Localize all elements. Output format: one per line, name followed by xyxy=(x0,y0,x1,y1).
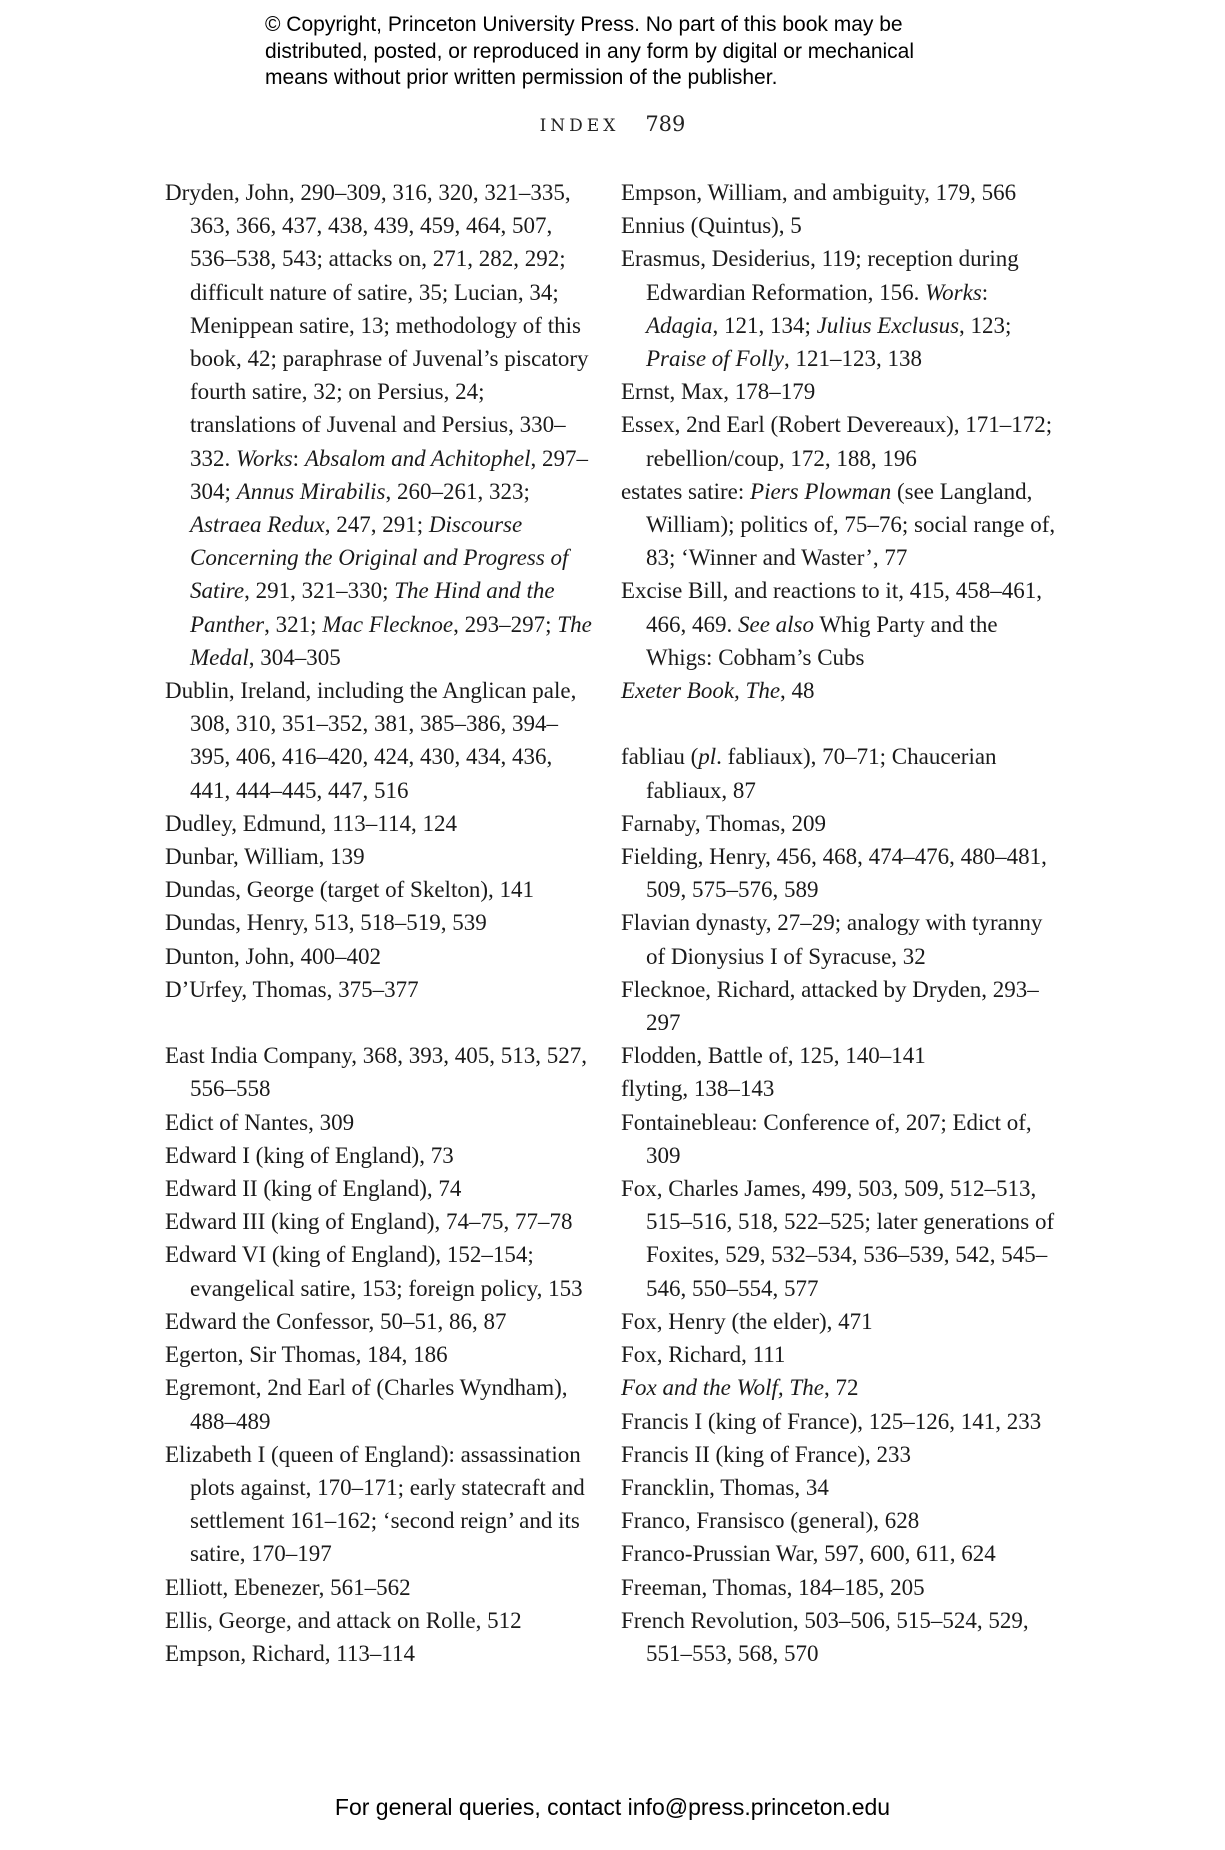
index-entry-text: Fox, Henry (the elder), 471 xyxy=(621,1308,873,1334)
index-entry xyxy=(621,475,1061,575)
index-entry xyxy=(165,1106,595,1139)
index-entry-text: , 123; xyxy=(959,312,1012,338)
index-entry-text: Fielding, Henry, 456, 468, 474–476, 480–481, 509, 575–576, 589 xyxy=(621,844,1047,903)
index-entry xyxy=(621,408,1061,474)
index-entry-text: Ernst, Max, 178–179 xyxy=(621,379,816,405)
index-entry-italic-text: Fox and the Wolf, The xyxy=(621,1375,824,1401)
index-entry xyxy=(621,740,1061,806)
index-entry-text: , 321; xyxy=(264,611,323,637)
index-entry-text: Edward III (king of England), 74–75, 77–78 xyxy=(165,1209,573,1235)
index-entry-text: fabliau ( xyxy=(621,744,699,770)
index-entry-text: Freeman, Thomas, 184–185, 205 xyxy=(621,1574,925,1600)
footer-contact: For general queries, contact info@press.princeton.edu xyxy=(334,1794,891,1820)
index-entry-text: Edward the Confessor, 50–51, 86, 87 xyxy=(165,1308,507,1334)
index-entry-text: Dublin, Ireland, including the Anglican pale, 308, 310, 351–352, 381, 385–386, 394–395, 406, 416–420, 424, 430, 434, 436, 441, 444–445, 447, 516 xyxy=(165,678,577,803)
index-entry-text: Dundas, Henry, 513, 518–519, 539 xyxy=(165,910,487,936)
index-entry-italic-text: Adagia xyxy=(646,312,713,338)
index-entry-text: Franco, Fransisco (general), 628 xyxy=(621,1508,920,1534)
index-entry xyxy=(165,906,595,939)
index-entry-text: Excise Bill, and reactions to it, 415, 458–461, 466, 469. xyxy=(621,578,1042,637)
index-entry xyxy=(621,674,1061,707)
index-entry-text: Francis I (king of France), 125–126, 141, 233 xyxy=(621,1408,1042,1434)
index-entry-text: . fabliaux), 70–71; Chaucerian fabliaux, 87 xyxy=(646,744,997,803)
index-entry-text: Egremont, 2nd Earl of (Charles Wyndham), 488–489 xyxy=(165,1375,568,1434)
index-entry xyxy=(165,674,595,807)
index-entry xyxy=(621,1305,1061,1338)
index-entry xyxy=(621,1604,1061,1670)
running-head xyxy=(0,112,1225,136)
index-entry xyxy=(621,973,1061,1039)
index-entry-text: Dunton, John, 400–402 xyxy=(165,943,381,969)
copyright-notice xyxy=(265,12,1025,92)
index-entry-italic-text: Absalom and Achitophel xyxy=(304,445,531,471)
index-entry-text: , 304–305 xyxy=(248,644,341,670)
index-entry xyxy=(621,176,1061,209)
index-entry-text: Empson, William, and ambiguity, 179, 566 xyxy=(621,180,1017,205)
index-entry-text: estates satire: xyxy=(621,478,751,504)
index-entry-text: Whig Party and the Whigs: Cobham’s Cubs xyxy=(646,611,998,670)
index-entry xyxy=(165,1238,595,1304)
index-entry xyxy=(621,1537,1061,1570)
index-entry xyxy=(621,1338,1061,1371)
index-column-left xyxy=(165,176,595,1670)
index-entry xyxy=(621,1072,1061,1105)
index-entry-text: Essex, 2nd Earl (Robert Devereaux), 171–172; rebellion/coup, 172, 188, 196 xyxy=(621,412,1053,471)
index-entry-text: Flavian dynasty, 27–29; analogy with tyranny of Dionysius I of Syracuse, 32 xyxy=(621,910,1043,969)
index-entry xyxy=(165,1139,595,1172)
index-entry-text: Franco-Prussian War, 597, 600, 611, 624 xyxy=(621,1541,996,1567)
index-entry-text: Edward I (king of England), 73 xyxy=(165,1142,454,1168)
index-entry-text: Empson, Richard, 113–114 xyxy=(165,1640,415,1666)
index-entry-italic-text: Piers Plowman xyxy=(750,478,892,504)
index-entry xyxy=(165,940,595,973)
index-entry-text: French Revolution, 503–506, 515–524, 529, 551–553, 568, 570 xyxy=(621,1607,1029,1666)
index-entry xyxy=(621,906,1061,972)
index-entry-text: Elliott, Ebenezer, 561–562 xyxy=(165,1574,411,1600)
index-entry xyxy=(621,375,1061,408)
index-entry xyxy=(621,242,1061,375)
index-entry-italic-text: Works xyxy=(236,445,293,471)
index-entry-italic-text: Astraea Redux xyxy=(190,512,325,538)
letter-section-gap xyxy=(165,1006,595,1039)
index-entry xyxy=(621,209,1061,242)
index-entry-text: , 260–261, 323; xyxy=(385,478,530,504)
index-entry-text: Dundas, George (target of Skelton), 141 xyxy=(165,877,534,903)
index-entry-text: Edward VI (king of England), 152–154; evangelical satire, 153; foreign policy, 153 xyxy=(165,1242,583,1301)
index-entry xyxy=(165,1604,595,1637)
index-entry xyxy=(621,1371,1061,1404)
index-entry-text: , 121–123, 138 xyxy=(783,346,922,372)
index-entry xyxy=(165,1172,595,1205)
index-entry xyxy=(621,1106,1061,1172)
index-entry-text: D’Urfey, Thomas, 375–377 xyxy=(165,976,419,1002)
index-entry xyxy=(621,840,1061,906)
index-entry xyxy=(165,873,595,906)
index-entry-italic-text: The Medal xyxy=(190,611,592,670)
index-entry-text: Ennius (Quintus), 5 xyxy=(621,213,802,239)
index-entry xyxy=(621,1438,1061,1471)
index-entry-text: Fontainebleau: Conference of, 207; Edict of, 309 xyxy=(621,1109,1032,1168)
index-entry-text: (see Langland, William); politics of, 75–76; social range of, 83; ‘Winner and Waster’, 77 xyxy=(646,478,1056,571)
index-entry-text: Edward II (king of England), 74 xyxy=(165,1176,462,1202)
index-entry-text: Dryden, John, 290–309, 316, 320, 321–335, 363, 366, 437, 438, 439, 459, 464, 507, 536–538, 543; attacks on, 271, 282, 292; difficult nature of satire, 35; Lucian, 34; Menippean satire, 13; methodology of this book, 42; paraphrase of Juvenal’s piscatory fourth satire, 32; on Persius, 24; translations of Juvenal and Persius, 330–332. xyxy=(165,180,589,471)
index-entry-text: Fox, Richard, 111 xyxy=(621,1342,786,1368)
index-entry xyxy=(165,1371,595,1437)
index-entry xyxy=(165,1305,595,1338)
index-entry-text: : xyxy=(981,279,989,305)
index-entry-text: Flodden, Battle of, 125, 140–141 xyxy=(621,1043,926,1069)
index-entry-italic-text: Exeter Book, The xyxy=(621,678,781,704)
index-entry-italic-text: pl xyxy=(698,744,717,770)
index-entry xyxy=(165,1438,595,1571)
index-entry-text: , 297–304; xyxy=(190,445,589,504)
index-entry xyxy=(165,840,595,873)
index-entry-text: Elizabeth I (queen of England): assassination plots against, 170–171; early statecraft and settlement 161–162; ‘second reign’ and its satire, 170–197 xyxy=(165,1441,585,1567)
index-entry xyxy=(621,1504,1061,1537)
index-entry-text: , 247, 291; xyxy=(324,512,429,538)
copyright-line: distributed, posted, or reproduced in any form by digital or mechanical xyxy=(265,39,915,63)
index-entry-text: Francklin, Thomas, 34 xyxy=(621,1474,829,1500)
index-entry-text: Dudley, Edmund, 113–114, 124 xyxy=(165,810,457,836)
index-entry-text: , 293–297; xyxy=(453,611,558,637)
index-entry-text: Ellis, George, and attack on Rolle, 512 xyxy=(165,1607,522,1633)
index-entry-italic-text: Works xyxy=(925,279,982,305)
index-entry xyxy=(621,1471,1061,1504)
index-entry-italic-text: Julius Exclusus xyxy=(816,312,960,338)
index-entry xyxy=(165,1571,595,1604)
index-entry xyxy=(621,807,1061,840)
index-entry xyxy=(165,1338,595,1371)
index-entry-text: Flecknoe, Richard, attacked by Dryden, 293–297 xyxy=(621,976,1039,1036)
index-entry-italic-text: Annus Mirabilis xyxy=(236,478,386,504)
index-entry-text: Erasmus, Desiderius, 119; reception during Edwardian Reformation, 156. xyxy=(621,246,1019,305)
index-entry xyxy=(165,176,595,674)
index-entry-text: , 72 xyxy=(823,1375,859,1401)
copyright-line: means without prior written permission of the publisher. xyxy=(265,66,778,89)
index-entry xyxy=(621,1172,1061,1305)
index-entry-text: Francis II (king of France), 233 xyxy=(621,1441,911,1467)
index-entry-text: , 48 xyxy=(780,678,815,704)
index-entry-text: , 121, 134; xyxy=(712,312,817,338)
index-entry-text: Fox, Charles James, 499, 503, 509, 512–513, 515–516, 518, 522–525; later generations of Foxites, 529, 532–534, 536–539, 542, 545–546, 550–554, 577 xyxy=(621,1176,1055,1301)
index-entry-text: Edict of Nantes, 309 xyxy=(165,1109,355,1135)
copyright-line: © Copyright, Princeton University Press. No part of this book may be xyxy=(265,13,903,36)
index-entry xyxy=(165,1039,595,1105)
index-entry xyxy=(165,1637,595,1670)
page-number: 789 xyxy=(645,112,686,136)
index-entry xyxy=(621,1405,1061,1438)
index-entry-text: East India Company, 368, 393, 405, 513, 527, 556–558 xyxy=(165,1043,588,1102)
index-entry-italic-text: The Hind and the Panther xyxy=(190,578,555,637)
index-entry-text: Farnaby, Thomas, 209 xyxy=(621,810,827,836)
index-entry-italic-text: Discourse Concerning the Original and Progress of Satire xyxy=(190,512,569,604)
index-entry xyxy=(165,973,595,1006)
index-entry-text: Egerton, Sir Thomas, 184, 186 xyxy=(165,1342,448,1368)
index-entry-italic-text: Mac Flecknoe xyxy=(322,611,454,637)
index-entry-text: : xyxy=(292,445,305,471)
index-entry-italic-text: See also xyxy=(738,611,815,637)
index-entry-italic-text: Praise of Folly xyxy=(646,346,784,372)
index-entry xyxy=(621,1039,1061,1072)
index-entry xyxy=(621,1571,1061,1604)
index-entry xyxy=(621,574,1061,674)
index-entry-text: Dunbar, William, 139 xyxy=(165,844,365,870)
index-entry xyxy=(165,1205,595,1238)
letter-section-gap xyxy=(621,707,1061,740)
running-head-label: INDEX xyxy=(539,116,620,136)
index-entry-text: , 291, 321–330; xyxy=(244,578,395,604)
index-entry-text: flyting, 138–143 xyxy=(621,1076,775,1102)
index-entry xyxy=(165,807,595,840)
index-column-right xyxy=(621,176,1061,1670)
